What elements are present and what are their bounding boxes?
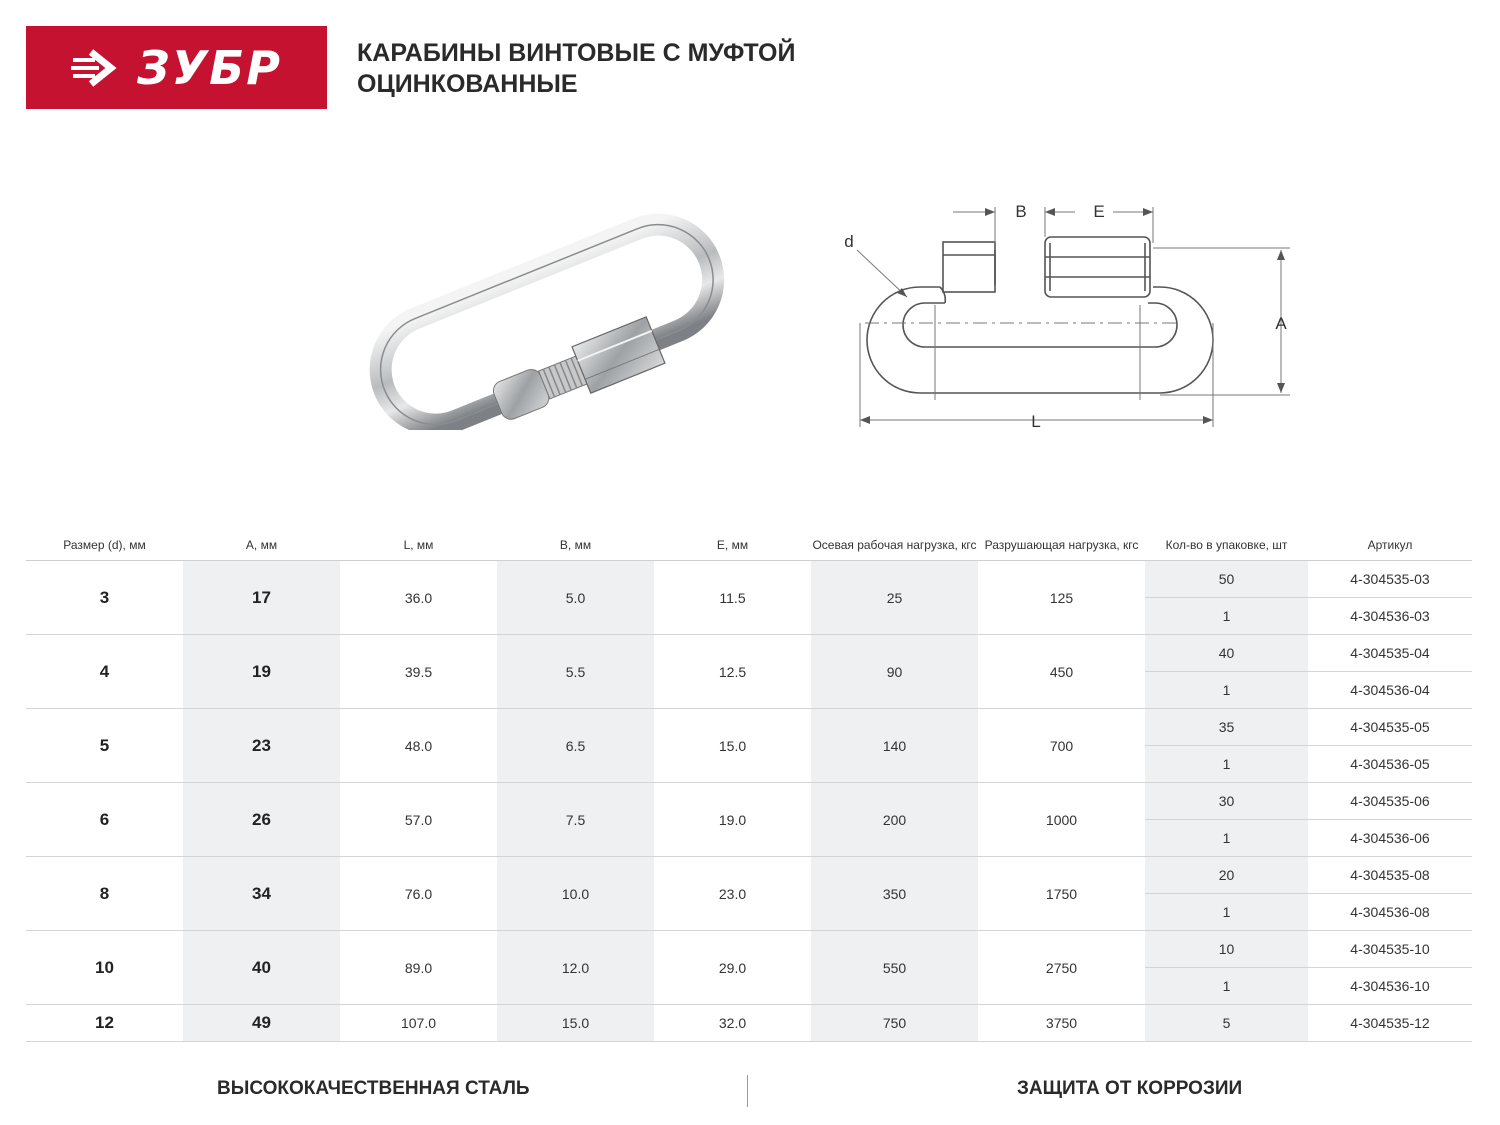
table-body xyxy=(26,561,1472,1042)
table-header-row xyxy=(26,530,1472,561)
cell-pack-qty: 20 xyxy=(1145,857,1308,894)
cell-break-load: 1750 xyxy=(978,857,1145,931)
cell-work-load: 140 xyxy=(811,709,978,783)
technical-drawing xyxy=(835,195,1305,440)
header-l: L, мм xyxy=(340,530,497,561)
cell-b: 12.0 xyxy=(497,931,654,1005)
cell-a: 19 xyxy=(183,635,340,709)
cell-pack-qty: 1 xyxy=(1145,672,1308,709)
cell-l: 36.0 xyxy=(340,561,497,635)
cell-b: 5.5 xyxy=(497,635,654,709)
cell-a: 40 xyxy=(183,931,340,1005)
header-e: E, мм xyxy=(654,530,811,561)
cell-pack-qty: 1 xyxy=(1145,820,1308,857)
spec-table xyxy=(26,530,1472,1042)
cell-pack-qty: 35 xyxy=(1145,709,1308,746)
cell-work-load: 90 xyxy=(811,635,978,709)
cell-article: 4-304535-08 xyxy=(1308,857,1472,894)
cell-b: 7.5 xyxy=(497,783,654,857)
table-row xyxy=(26,1005,1472,1042)
cell-pack-qty: 1 xyxy=(1145,894,1308,931)
header-b: B, мм xyxy=(497,530,654,561)
cell-b: 15.0 xyxy=(497,1005,654,1042)
cell-pack-qty: 5 xyxy=(1145,1005,1308,1042)
cell-e: 23.0 xyxy=(654,857,811,931)
cell-size: 12 xyxy=(26,1005,183,1042)
header-article: Артикул xyxy=(1308,530,1472,561)
logo-text: ЗУБР xyxy=(137,40,282,95)
cell-size: 10 xyxy=(26,931,183,1005)
cell-a: 17 xyxy=(183,561,340,635)
table-row xyxy=(26,783,1472,820)
cell-l: 39.5 xyxy=(340,635,497,709)
cell-size: 5 xyxy=(26,709,183,783)
cell-l: 76.0 xyxy=(340,857,497,931)
cell-pack-qty: 1 xyxy=(1145,598,1308,635)
footer-feature-steel: ВЫСОКОКАЧЕСТВЕННАЯ СТАЛЬ xyxy=(217,1078,530,1099)
dim-label-d: d xyxy=(844,232,854,251)
cell-e: 12.5 xyxy=(654,635,811,709)
dim-label-b: B xyxy=(1015,202,1027,221)
cell-pack-qty: 1 xyxy=(1145,968,1308,1005)
cell-break-load: 700 xyxy=(978,709,1145,783)
header-work-load: Осевая рабочая нагрузка, кгс xyxy=(811,530,978,561)
cell-b: 6.5 xyxy=(497,709,654,783)
table-row xyxy=(26,857,1472,894)
page-title xyxy=(357,38,795,100)
cell-article: 4-304536-05 xyxy=(1308,746,1472,783)
header-a: A, мм xyxy=(183,530,340,561)
cell-article: 4-304535-04 xyxy=(1308,635,1472,672)
cell-l: 89.0 xyxy=(340,931,497,1005)
cell-size: 4 xyxy=(26,635,183,709)
cell-work-load: 200 xyxy=(811,783,978,857)
cell-b: 5.0 xyxy=(497,561,654,635)
cell-article: 4-304535-10 xyxy=(1308,931,1472,968)
cell-break-load: 1000 xyxy=(978,783,1145,857)
table-row xyxy=(26,635,1472,672)
cell-size: 3 xyxy=(26,561,183,635)
cell-article: 4-304535-05 xyxy=(1308,709,1472,746)
cell-pack-qty: 30 xyxy=(1145,783,1308,820)
cell-article: 4-304536-06 xyxy=(1308,820,1472,857)
cell-work-load: 25 xyxy=(811,561,978,635)
cell-e: 32.0 xyxy=(654,1005,811,1042)
cell-l: 57.0 xyxy=(340,783,497,857)
logo-arrow-icon xyxy=(71,48,129,88)
cell-pack-qty: 1 xyxy=(1145,746,1308,783)
cell-size: 8 xyxy=(26,857,183,931)
cell-a: 23 xyxy=(183,709,340,783)
dim-label-l: L xyxy=(1031,412,1041,431)
cell-e: 11.5 xyxy=(654,561,811,635)
cell-pack-qty: 40 xyxy=(1145,635,1308,672)
cell-pack-qty: 50 xyxy=(1145,561,1308,598)
cell-break-load: 3750 xyxy=(978,1005,1145,1042)
cell-b: 10.0 xyxy=(497,857,654,931)
cell-size: 6 xyxy=(26,783,183,857)
cell-pack-qty: 10 xyxy=(1145,931,1308,968)
cell-break-load: 125 xyxy=(978,561,1145,635)
cell-work-load: 750 xyxy=(811,1005,978,1042)
cell-e: 19.0 xyxy=(654,783,811,857)
title-line-1: КАРАБИНЫ ВИНТОВЫЕ С МУФТОЙ xyxy=(357,39,796,67)
header-pack-qty: Кол-во в упаковке, шт xyxy=(1145,530,1308,561)
cell-e: 15.0 xyxy=(654,709,811,783)
cell-a: 34 xyxy=(183,857,340,931)
cell-break-load: 450 xyxy=(978,635,1145,709)
header-break-load: Разрушающая нагрузка, кгс xyxy=(978,530,1145,561)
cell-article: 4-304536-08 xyxy=(1308,894,1472,931)
header-size: Размер (d), мм xyxy=(26,530,183,561)
carabiner-photo xyxy=(350,210,740,430)
cell-a: 49 xyxy=(183,1005,340,1042)
dim-label-a: A xyxy=(1275,314,1287,333)
cell-article: 4-304536-03 xyxy=(1308,598,1472,635)
title-line-2: ОЦИНКОВАННЫЕ xyxy=(357,70,578,98)
cell-article: 4-304535-03 xyxy=(1308,561,1472,598)
table-row xyxy=(26,931,1472,968)
footer-feature-corrosion: ЗАЩИТА ОТ КОРРОЗИИ xyxy=(1017,1078,1243,1099)
cell-article: 4-304536-10 xyxy=(1308,968,1472,1005)
table-row xyxy=(26,561,1472,598)
cell-article: 4-304536-04 xyxy=(1308,672,1472,709)
cell-e: 29.0 xyxy=(654,931,811,1005)
cell-l: 107.0 xyxy=(340,1005,497,1042)
cell-break-load: 2750 xyxy=(978,931,1145,1005)
table-row xyxy=(26,709,1472,746)
cell-work-load: 350 xyxy=(811,857,978,931)
brand-logo xyxy=(26,26,327,109)
cell-article: 4-304535-06 xyxy=(1308,783,1472,820)
footer-divider xyxy=(747,1075,748,1107)
cell-l: 48.0 xyxy=(340,709,497,783)
cell-work-load: 550 xyxy=(811,931,978,1005)
cell-a: 26 xyxy=(183,783,340,857)
cell-article: 4-304535-12 xyxy=(1308,1005,1472,1042)
dim-label-e: E xyxy=(1093,202,1105,221)
